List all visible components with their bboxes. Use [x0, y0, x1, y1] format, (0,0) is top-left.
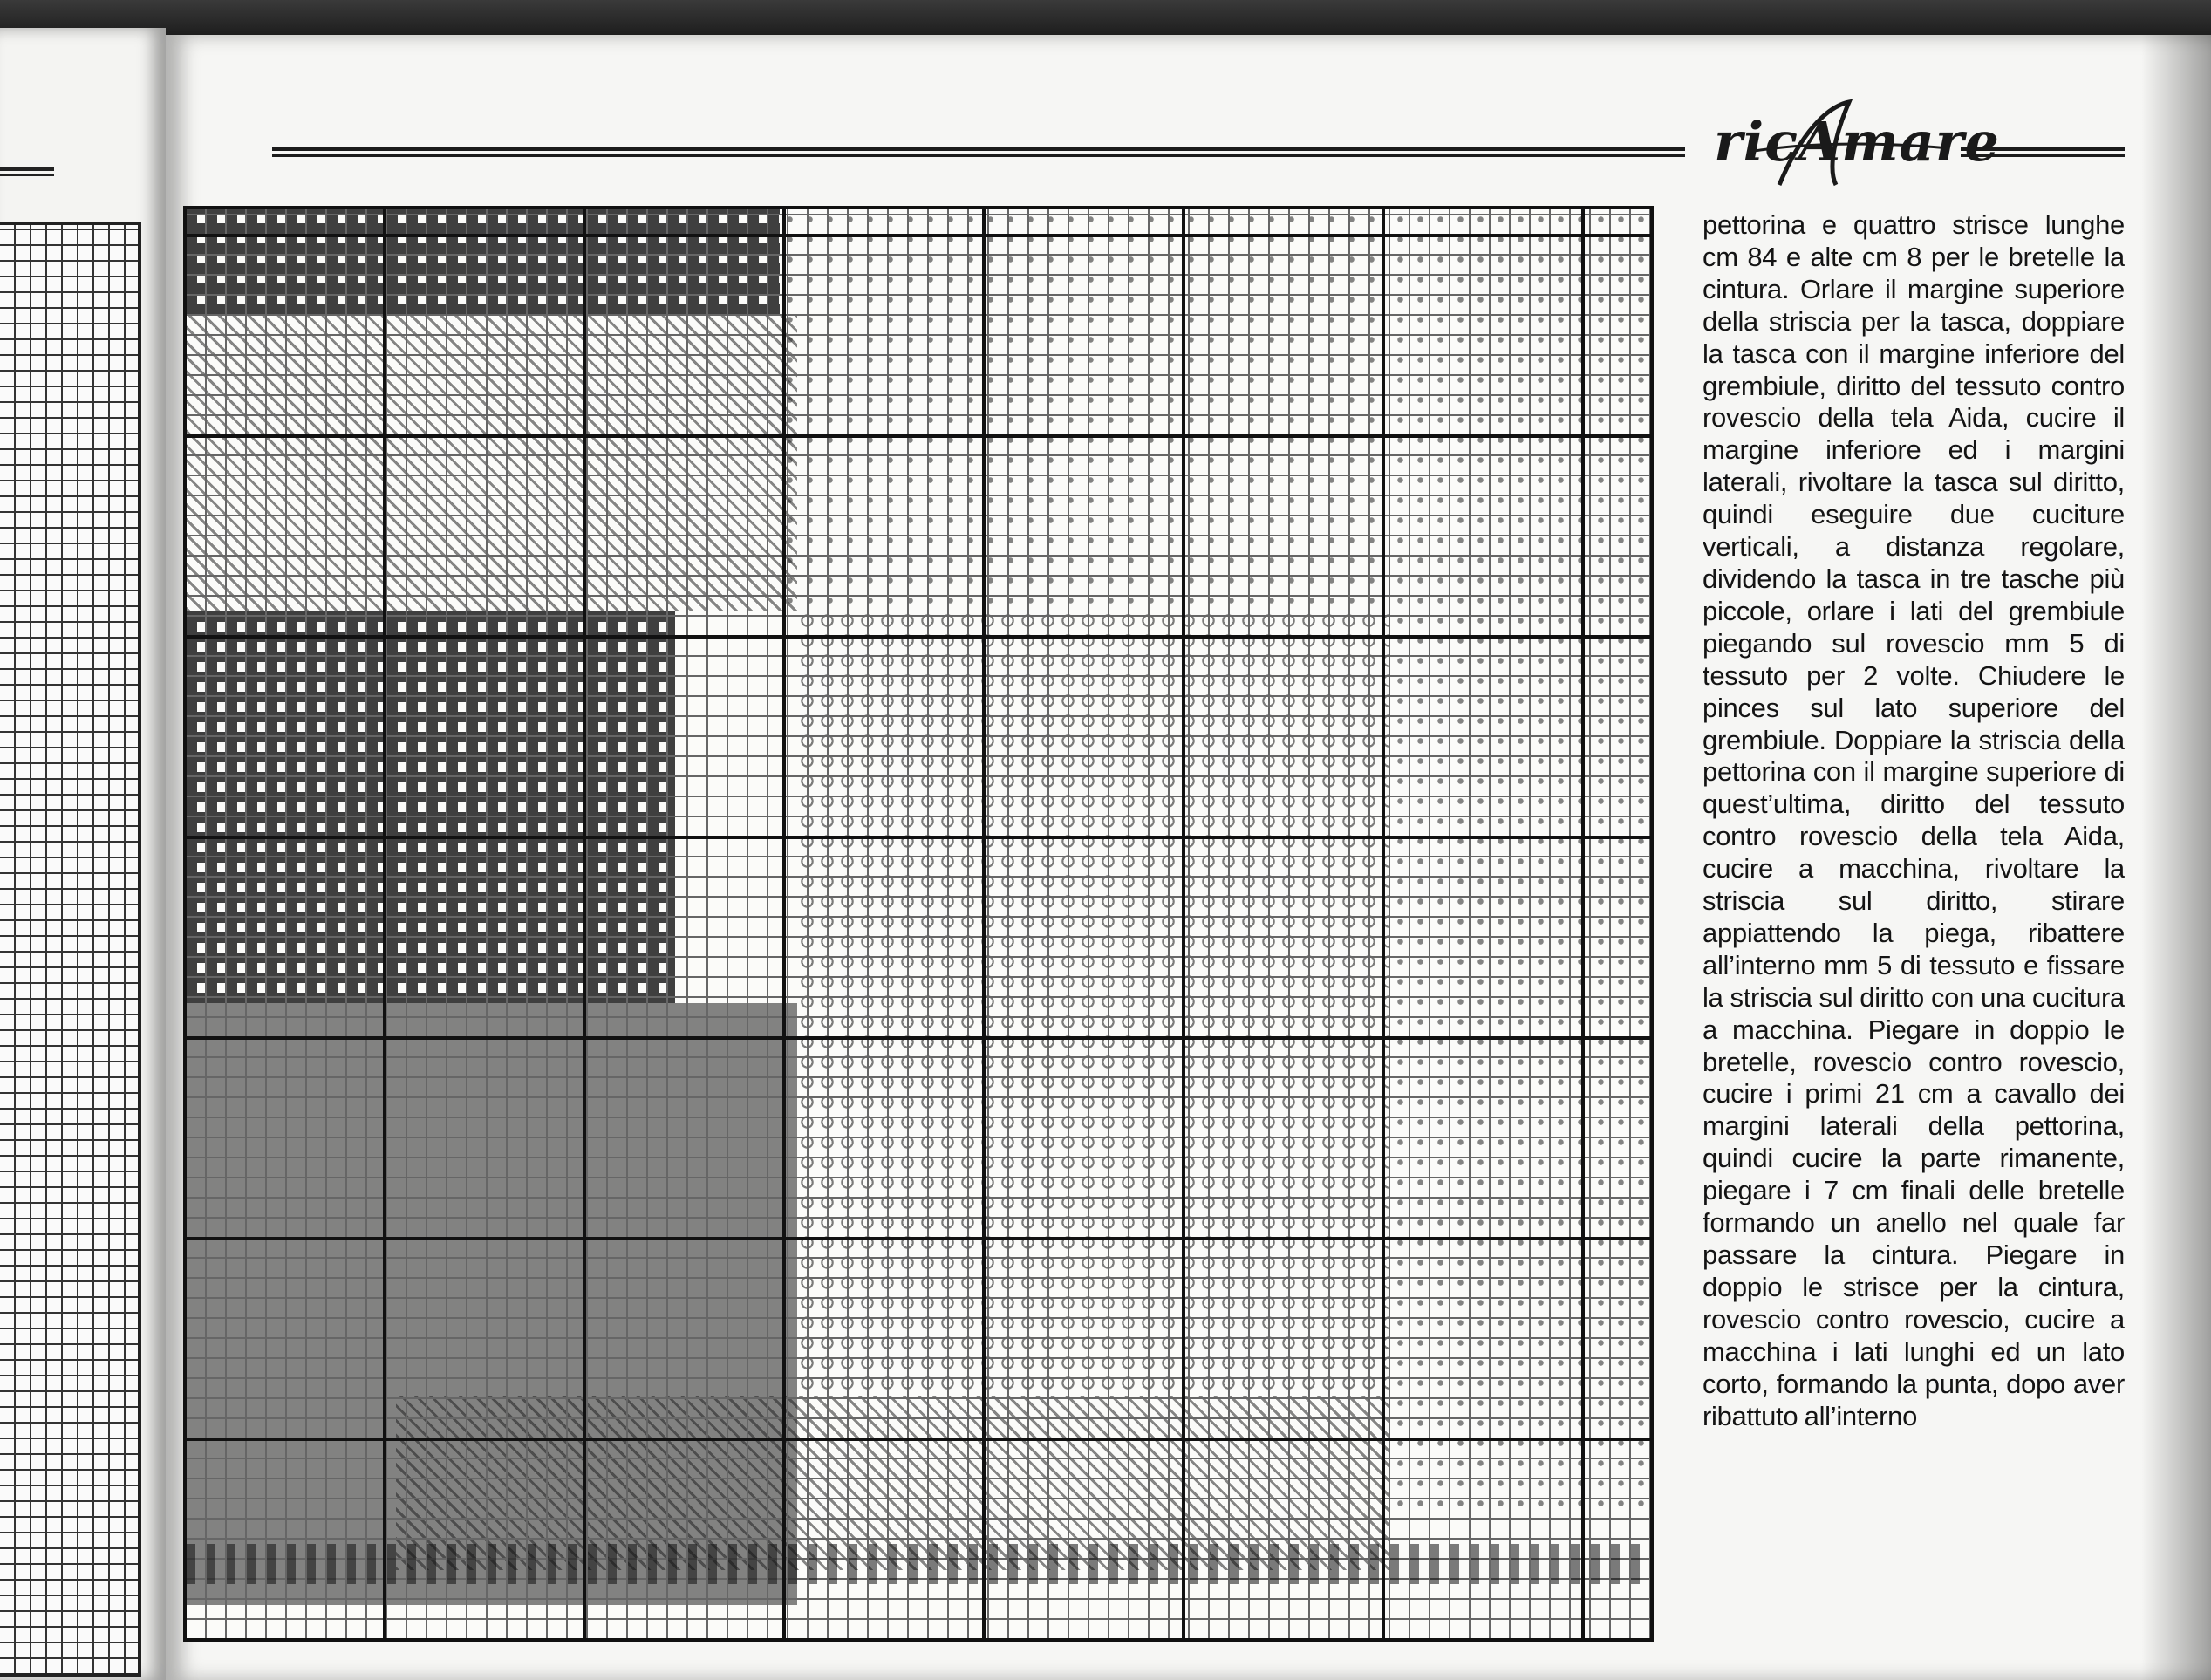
brand-logo-text: ricAmare: [1714, 110, 2000, 174]
chart-grid-lines: [187, 209, 1650, 1638]
scan-background-top: [0, 0, 2211, 35]
left-page: [0, 28, 166, 1680]
instructions-column: [1703, 209, 2125, 1680]
header-rule: [272, 147, 1685, 157]
page-edge-shadow: [2141, 35, 2211, 1680]
cross-stitch-chart: [183, 206, 1654, 1642]
instructions-text: pettorina e quattro strisce lunghe cm 84 e alte cm 8 per le bretelle la cintura. Orlare il margine superiore della striscia per la tasca, doppiare la tasca con il margine inferiore del grembiule, diritto del tessuto contro rovescio della tela Aida, cucire il margine inferiore ed i margini laterali, rivoltare la tasca sul diritto, quindi eseguire due cuciture verticali, a distanza regolare, dividendo la tasca in tre tasche più piccole, orlare i lati del grembiule piegando sul rovescio mm 5 di tessuto per 2 volte. Chiudere le pinces sul lato superiore del grembiule. Doppiare la striscia della pettorina con il margine superiore di quest’ultima, diritto del tessuto contro rovescio della tela Aida, cucire a macchina, rivoltare la striscia sul diritto, stirare appiattendo la piega, ribattere all’interno mm 5 di tessuto e fissare la striscia sul diritto con una cucitura a macchina. Piegare in doppio le bretelle, rovescio contro rovescio, cucire i primi 21 cm a cavallo dei margini laterali della pettorina, quindi cucire la parte rimanente, piegare i 7 cm finali delle bretelle formando un anello nel quale far passare la cintura. Piegare in doppio le strisce per la cintura, rovescio contro rovescio, cucire a macchina i lati lunghi ed un lato corto, formando la punta, dopo aver ribattuto all’interno: [1703, 209, 2125, 1431]
left-header-rule: [0, 167, 54, 176]
brand-logo: [1696, 98, 2000, 194]
chart-bottom-border-band: [187, 1544, 1650, 1584]
left-cross-stitch-chart: [0, 222, 141, 1677]
